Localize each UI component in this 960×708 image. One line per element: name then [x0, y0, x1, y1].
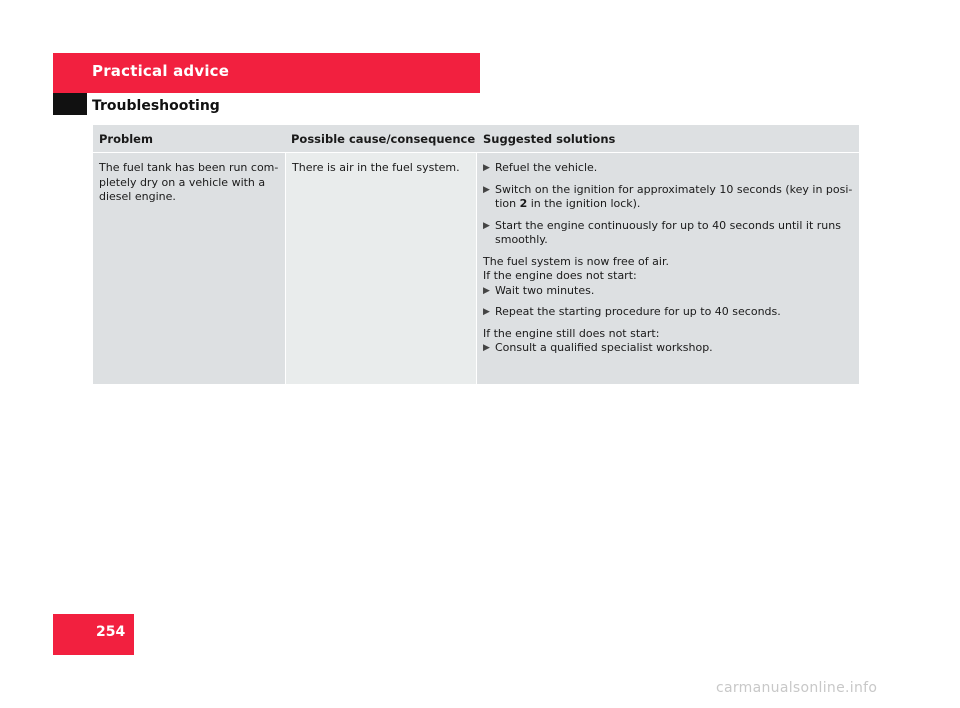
- subsection-marker: [53, 93, 87, 115]
- header-cause: Possible cause/consequence: [291, 132, 476, 146]
- solution-condition: If the engine still does not start:: [483, 326, 660, 340]
- solution-step: ▶ Repeat the starting procedure for up to 40 seconds.: [483, 305, 781, 318]
- solution-step: ▶ Switch on the ignition for approximately 10 seconds (key in posi- tion 2 in the ignition lock).: [483, 182, 853, 210]
- ignition-position: 2: [519, 197, 528, 210]
- cause-cell: [285, 153, 477, 384]
- arrow-right-icon: ▶: [483, 184, 490, 195]
- problem-line: The fuel tank has been run com-: [99, 161, 279, 174]
- solution-condition: If the engine does not start:: [483, 269, 637, 282]
- problem-line: diesel engine.: [99, 190, 176, 203]
- subsection-title: Troubleshooting: [92, 98, 220, 114]
- header-solutions: Suggested solutions: [483, 132, 616, 146]
- table-header-row: [93, 125, 859, 153]
- solution-step: ▶ Start the engine continuously for up to 40 seconds until it runs smoothly.: [483, 218, 841, 246]
- table-row: [93, 153, 859, 384]
- page-number: 254: [53, 614, 134, 655]
- problem-cell: [93, 153, 285, 384]
- solution-step: ▶ Wait two minutes.: [483, 283, 595, 297]
- arrow-right-icon: ▶: [483, 220, 490, 231]
- solution-note: The fuel system is now free of air.: [483, 254, 669, 268]
- problem-line: pletely dry on a vehicle with a: [99, 175, 266, 189]
- arrow-right-icon: ▶: [483, 163, 490, 173]
- arrow-right-icon: ▶: [483, 307, 490, 317]
- header-problem: Problem: [99, 132, 153, 146]
- section-title: Practical advice: [92, 62, 230, 80]
- watermark: carmanualsonline.info: [716, 680, 878, 696]
- arrow-right-icon: ▶: [483, 343, 490, 353]
- solution-step: ▶ Refuel the vehicle.: [483, 161, 598, 174]
- solutions-cell: [477, 153, 859, 384]
- arrow-right-icon: ▶: [483, 285, 490, 296]
- troubleshooting-table: [93, 125, 859, 384]
- cause-text: There is air in the fuel system.: [292, 161, 460, 174]
- solution-step: ▶ Consult a qualified specialist workshop.: [483, 341, 713, 354]
